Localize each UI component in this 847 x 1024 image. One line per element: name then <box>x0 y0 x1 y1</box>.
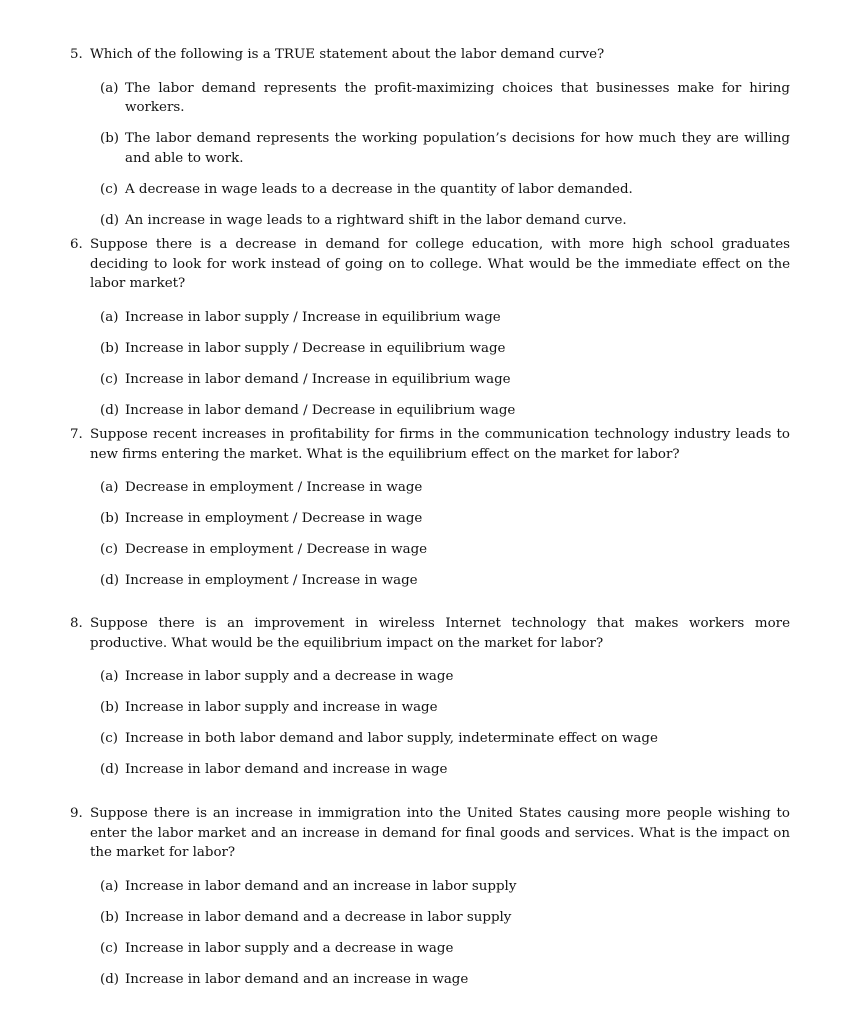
option-text: Increase in labor demand / Increase in equilibrium wage <box>125 371 511 387</box>
option-a <box>100 478 790 498</box>
option-c <box>100 180 790 200</box>
option-b <box>100 908 790 928</box>
option-label: (d) <box>100 762 120 777</box>
option-d <box>100 760 790 780</box>
option-text: Decrease in employment / Increase in wage <box>125 480 423 495</box>
option-label: (a) <box>100 878 119 894</box>
option-label: (c) <box>100 731 118 746</box>
option-text: Increase in labor supply and a decrease in wage <box>125 940 454 956</box>
question-stem <box>70 614 790 653</box>
question-7 <box>70 425 790 591</box>
option-c <box>100 370 790 390</box>
option-text: Increase in labor supply and increase in wage <box>125 700 438 715</box>
question-text: Suppose recent increases in profitability for firms in the communication technology industry leads to new firms entering the market. What is the equilibrium effect on the market for labor? <box>90 427 790 462</box>
option-text: Increase in labor supply / Decrease in equilibrium wage <box>125 340 506 356</box>
question-stem <box>70 804 790 863</box>
question-text: Suppose there is an increase in immigration into the United States causing more people wishing to enter the labor market and an increase in demand for final goods and services. What is the impact on the market for labor? <box>90 806 790 860</box>
option-c <box>100 540 790 560</box>
option-text: An increase in wage leads to a rightward shift in the labor demand curve. <box>125 212 627 228</box>
options-list <box>70 877 790 990</box>
option-d <box>100 571 790 591</box>
option-label: (b) <box>100 909 120 925</box>
question-number: 8. <box>70 616 83 631</box>
option-text: Increase in labor demand and a decrease in labor supply <box>125 909 512 925</box>
option-c <box>100 939 790 959</box>
option-label: (a) <box>100 669 119 684</box>
option-b <box>100 129 790 168</box>
question-stem <box>70 425 790 464</box>
option-label: (c) <box>100 181 118 197</box>
option-label: (d) <box>100 212 120 228</box>
option-text: Decrease in employment / Decrease in wage <box>125 542 428 557</box>
option-label: (a) <box>100 80 119 96</box>
question-number: 9. <box>70 806 83 821</box>
option-label: (d) <box>100 402 120 418</box>
option-label: (b) <box>100 511 120 526</box>
option-text: A decrease in wage leads to a decrease in the quantity of labor demanded. <box>125 181 633 197</box>
option-d <box>100 401 790 421</box>
option-label: (a) <box>100 309 119 325</box>
option-label: (c) <box>100 542 118 557</box>
option-b <box>100 339 790 359</box>
option-label: (d) <box>100 971 120 987</box>
question-6 <box>70 235 790 420</box>
option-a <box>100 667 790 687</box>
option-label: (c) <box>100 371 118 387</box>
option-label: (b) <box>100 340 120 356</box>
option-text: Increase in labor demand and an increase in wage <box>125 971 469 987</box>
option-text: The labor demand represents the working population’s decisions for how much they are willing and able to work. <box>125 131 790 166</box>
option-text: Increase in employment / Decrease in wage <box>125 511 423 526</box>
option-d <box>100 970 790 990</box>
option-a <box>100 79 790 118</box>
question-text: Suppose there is an improvement in wireless Internet technology that makes workers more productive. What would be the equilibrium impact on the market for labor? <box>90 616 790 651</box>
question-text: Suppose there is a decrease in demand for college education, with more high school graduates deciding to look for work instead of going on to college. What would be the immediate effect on the labor market? <box>90 237 790 291</box>
options-list <box>70 79 790 231</box>
option-text: Increase in labor demand and increase in wage <box>125 762 448 777</box>
option-text: Increase in both labor demand and labor supply, indeterminate effect on wage <box>125 731 658 746</box>
option-label: (a) <box>100 480 119 495</box>
option-label: (c) <box>100 940 118 956</box>
question-text: Which of the following is a TRUE statement about the labor demand curve? <box>90 47 605 62</box>
option-text: Increase in labor supply / Increase in equilibrium wage <box>125 309 501 325</box>
option-text: Increase in labor demand and an increase in labor supply <box>125 878 517 894</box>
question-number: 7. <box>70 427 83 442</box>
option-text: Increase in employment / Increase in wage <box>125 573 418 588</box>
question-8 <box>70 614 790 780</box>
option-b <box>100 698 790 718</box>
question-stem <box>70 235 790 294</box>
option-label: (b) <box>100 700 120 715</box>
option-text: Increase in labor supply and a decrease in wage <box>125 669 454 684</box>
option-text: Increase in labor demand / Decrease in equilibrium wage <box>125 402 516 418</box>
question-5 <box>70 45 790 230</box>
option-d <box>100 211 790 231</box>
options-list <box>70 667 790 780</box>
question-stem <box>70 45 790 65</box>
question-number: 6. <box>70 237 83 252</box>
option-text: The labor demand represents the profit-maximizing choices that businesses make for hiring workers. <box>125 80 790 115</box>
question-number: 5. <box>70 47 83 62</box>
options-list <box>70 478 790 591</box>
option-a <box>100 308 790 328</box>
option-label: (d) <box>100 573 120 588</box>
option-label: (b) <box>100 131 120 146</box>
question-9 <box>70 804 790 989</box>
option-b <box>100 509 790 529</box>
option-c <box>100 729 790 749</box>
option-a <box>100 877 790 897</box>
options-list <box>70 308 790 421</box>
